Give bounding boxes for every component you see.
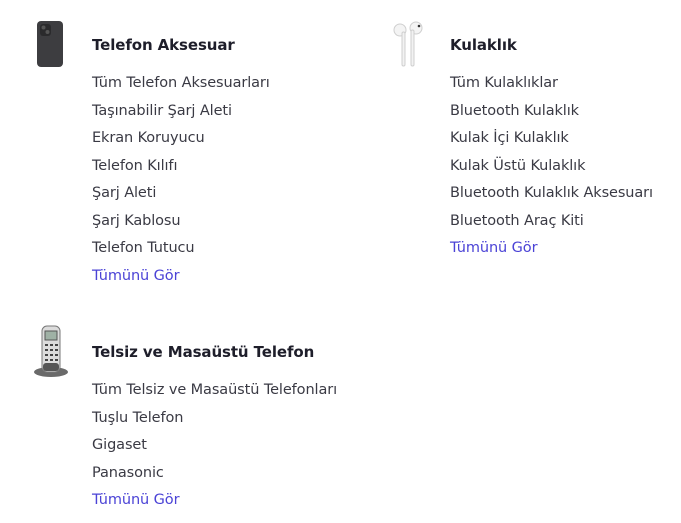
link-panasonic[interactable]: Panasonic <box>92 464 164 481</box>
link-tasinabilir-sarj-aleti[interactable]: Taşınabilir Şarj Aleti <box>92 102 232 119</box>
see-all-link[interactable]: Tümünü Gör <box>92 492 180 508</box>
link-bluetooth-arac-kiti[interactable]: Bluetooth Araç Kiti <box>450 212 584 229</box>
link-list <box>450 73 653 238</box>
category-title[interactable]: Telefon Aksesuar <box>92 36 235 54</box>
see-all-link[interactable]: Tümünü Gör <box>92 268 180 284</box>
link-ekran-koruyucu[interactable]: Ekran Koruyucu <box>92 130 205 146</box>
see-all-link[interactable]: Tümünü Gör <box>450 240 538 256</box>
link-kulak-ustu-kulaklik[interactable]: Kulak Üstü Kulaklık <box>450 157 586 174</box>
link-tuslu-telefon[interactable]: Tuşlu Telefon <box>92 409 184 426</box>
link-gigaset[interactable]: Gigaset <box>92 437 147 453</box>
earbuds-icon[interactable] <box>388 20 428 70</box>
link-bluetooth-kulaklik-aksesuari[interactable]: Bluetooth Kulaklık Aksesuarı <box>450 185 653 201</box>
link-list <box>92 380 337 490</box>
category-title[interactable]: Kulaklık <box>450 36 517 54</box>
cordless-phone-icon[interactable] <box>30 322 72 378</box>
link-telefon-kilifi[interactable]: Telefon Kılıfı <box>92 157 178 174</box>
link-list <box>92 73 270 266</box>
link-bluetooth-kulaklik[interactable]: Bluetooth Kulaklık <box>450 102 579 119</box>
phone-case-icon[interactable] <box>36 20 64 68</box>
category-title[interactable]: Telsiz ve Masaüstü Telefon <box>92 343 315 361</box>
link-kulak-ici-kulaklik[interactable]: Kulak İçi Kulaklık <box>450 130 569 146</box>
link-sarj-kablosu[interactable]: Şarj Kablosu <box>92 212 181 229</box>
link-tum-kulakliklar[interactable]: Tüm Kulaklıklar <box>450 75 558 91</box>
link-tum-telefon-aksesuarlari[interactable]: Tüm Telefon Aksesuarları <box>92 75 270 91</box>
link-tum-telsiz-masaustu-telefonlari[interactable]: Tüm Telsiz ve Masaüstü Telefonları <box>92 382 338 398</box>
link-telefon-tutucu[interactable]: Telefon Tutucu <box>92 240 195 256</box>
link-sarj-aleti[interactable]: Şarj Aleti <box>92 185 157 201</box>
